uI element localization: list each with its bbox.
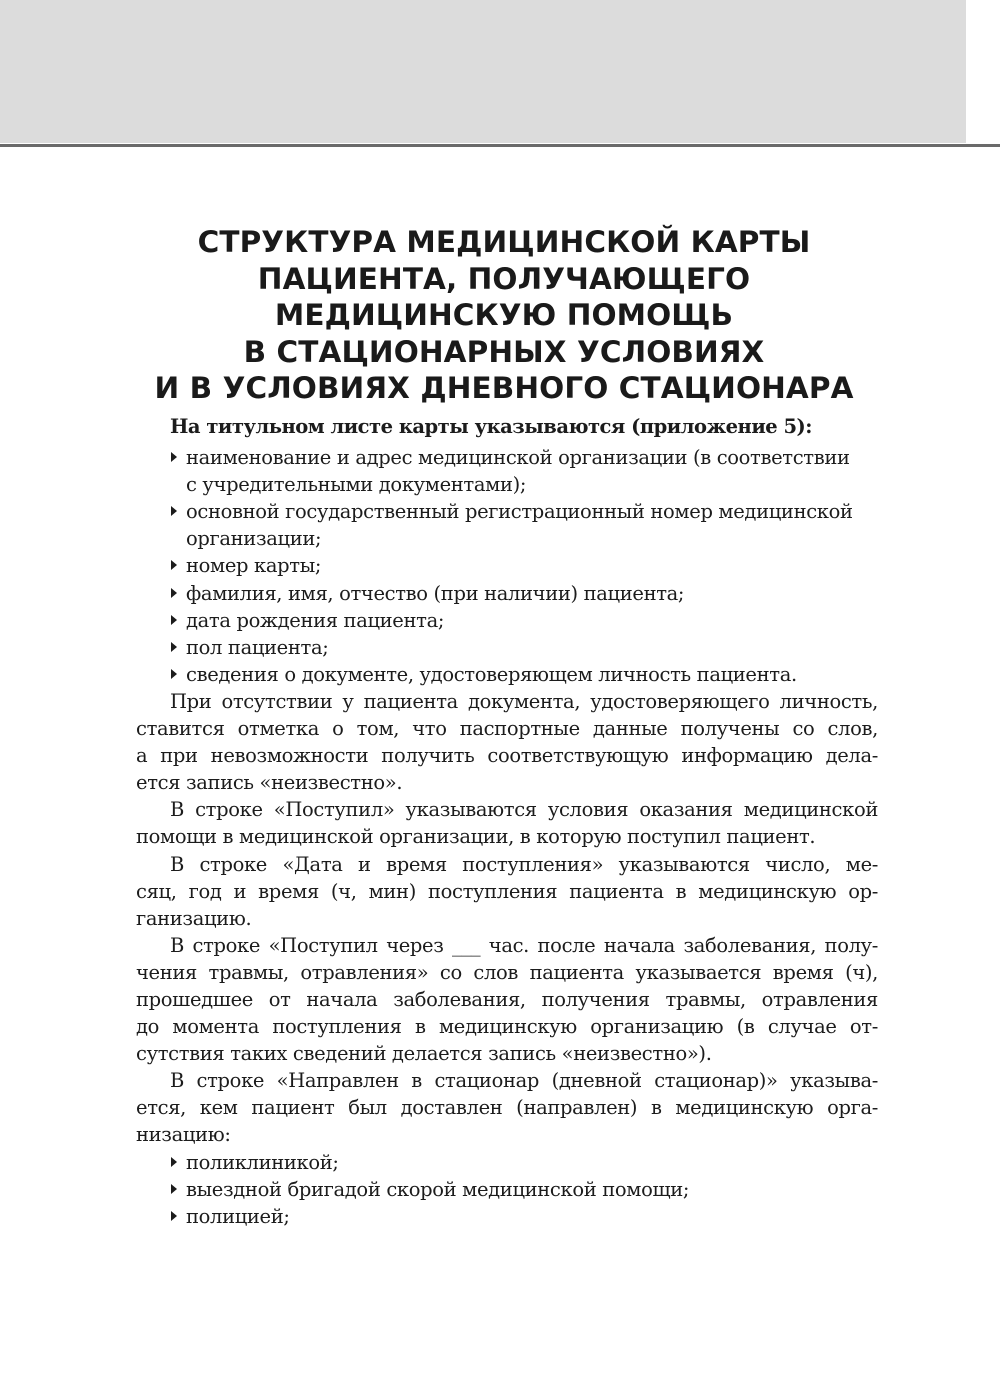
paragraph-referred-by — [136, 1067, 878, 1148]
paragraph-line: В строке «Направлен в стационар (дневной стационар)» указыва- — [170, 1069, 878, 1093]
list-item-text: полицией; — [186, 1204, 290, 1228]
list-item-text: номер карты; — [186, 554, 322, 578]
bullet-triangle-icon — [171, 588, 177, 598]
bullet-triangle-icon — [171, 669, 177, 679]
list-item — [136, 1176, 878, 1203]
paragraph-line: ется, кем пациент был доставлен (направлен) в медицинскую орга- — [136, 1096, 878, 1120]
title-line: СТРУКТУРА МЕДИЦИНСКОЙ КАРТЫ — [197, 225, 811, 259]
paragraph-line: низацию: — [136, 1123, 231, 1147]
title-line: И В УСЛОВИЯХ ДНЕВНОГО СТАЦИОНАРА — [154, 371, 854, 405]
bullet-triangle-icon — [171, 1157, 177, 1167]
paragraph-line: а при невозможности получить соответствующую информацию дела- — [136, 744, 878, 768]
paragraph-line: ется запись «неизвестно». — [136, 771, 403, 795]
paragraph-line: сутствия таких сведений делается запись «неизвестно»). — [136, 1042, 712, 1066]
header-band — [0, 0, 966, 143]
title-page-fields-list — [136, 444, 878, 688]
list-item-text: выездной бригадой скорой медицинской помощи; — [186, 1177, 690, 1201]
header-rule — [0, 144, 1000, 147]
list-item — [136, 1203, 878, 1230]
list-item — [136, 552, 878, 579]
list-item — [136, 580, 878, 607]
paragraph-line: ставится отметка о том, что паспортные данные получены со слов, — [136, 717, 878, 741]
paragraph-line: прошедшее от начала заболевания, получения травмы, отравления — [136, 987, 878, 1011]
list-item-text: сведения о документе, удостоверяющем личность пациента. — [186, 662, 797, 686]
list-item-text: дата рождения пациента; — [186, 608, 445, 632]
list-item-text: основной государственный регистрационный номер медицинской — [186, 500, 853, 524]
paragraph-no-document — [136, 688, 878, 796]
paragraph-line: до момента поступления в медицинскую организацию (в случае от- — [136, 1015, 878, 1039]
title-line: МЕДИЦИНСКУЮ ПОМОЩЬ — [274, 298, 734, 332]
bullet-triangle-icon — [171, 642, 177, 652]
title-line: В СТАЦИОНАРНЫХ УСЛОВИЯХ — [243, 334, 765, 369]
referral-sources-list — [136, 1149, 878, 1230]
list-item — [136, 634, 878, 661]
page-title — [100, 224, 908, 407]
list-item — [136, 607, 878, 634]
list-item-text: поликлиникой; — [186, 1150, 339, 1174]
list-item-text: наименование и адрес медицинской организации (в соответствии — [186, 446, 850, 470]
bullet-triangle-icon — [171, 452, 177, 462]
list-item-text: пол пациента; — [186, 635, 329, 659]
bullet-triangle-icon — [171, 560, 177, 570]
paragraph-admitted — [136, 796, 878, 850]
list-item — [136, 444, 878, 498]
list-item — [136, 1149, 878, 1176]
list-item-text: с учредительными документами); — [186, 473, 527, 497]
bullet-triangle-icon — [171, 1211, 177, 1221]
paragraph-line: В строке «Дата и время поступления» указываются число, ме- — [170, 852, 878, 876]
paragraph-time-since-onset — [136, 932, 878, 1067]
paragraph-line: В строке «Поступил через ___ час. после начала заболевания, полу- — [170, 933, 878, 957]
paragraph-admission-date — [136, 851, 878, 932]
paragraph-line: помощи в медицинской организации, в которую поступил пациент. — [136, 825, 816, 849]
bullet-triangle-icon — [171, 615, 177, 625]
bullet-triangle-icon — [171, 506, 177, 516]
paragraph-line: При отсутствии у пациента документа, удостоверяющего личность, — [170, 689, 878, 713]
paragraph-line: ганизацию. — [136, 906, 252, 930]
lead-heading: На титульном листе карты указываются (приложение 5): — [170, 415, 812, 438]
bullet-triangle-icon — [171, 1184, 177, 1194]
title-line: ПАЦИЕНТА, ПОЛУЧАЮЩЕГО — [257, 261, 751, 296]
paragraph-line: сяц, год и время (ч, мин) поступления пациента в медицинскую ор- — [136, 879, 878, 903]
body-text — [136, 413, 878, 1230]
list-item — [136, 661, 878, 688]
list-item — [136, 498, 878, 552]
paragraph-line: чения травмы, отравления» со слов пациента указывается время (ч), — [136, 960, 878, 984]
list-item-text: фамилия, имя, отчество (при наличии) пациента; — [186, 581, 685, 605]
paragraph-line: В строке «Поступил» указываются условия оказания медицинской — [170, 798, 878, 822]
list-item-text: организации; — [186, 527, 322, 551]
